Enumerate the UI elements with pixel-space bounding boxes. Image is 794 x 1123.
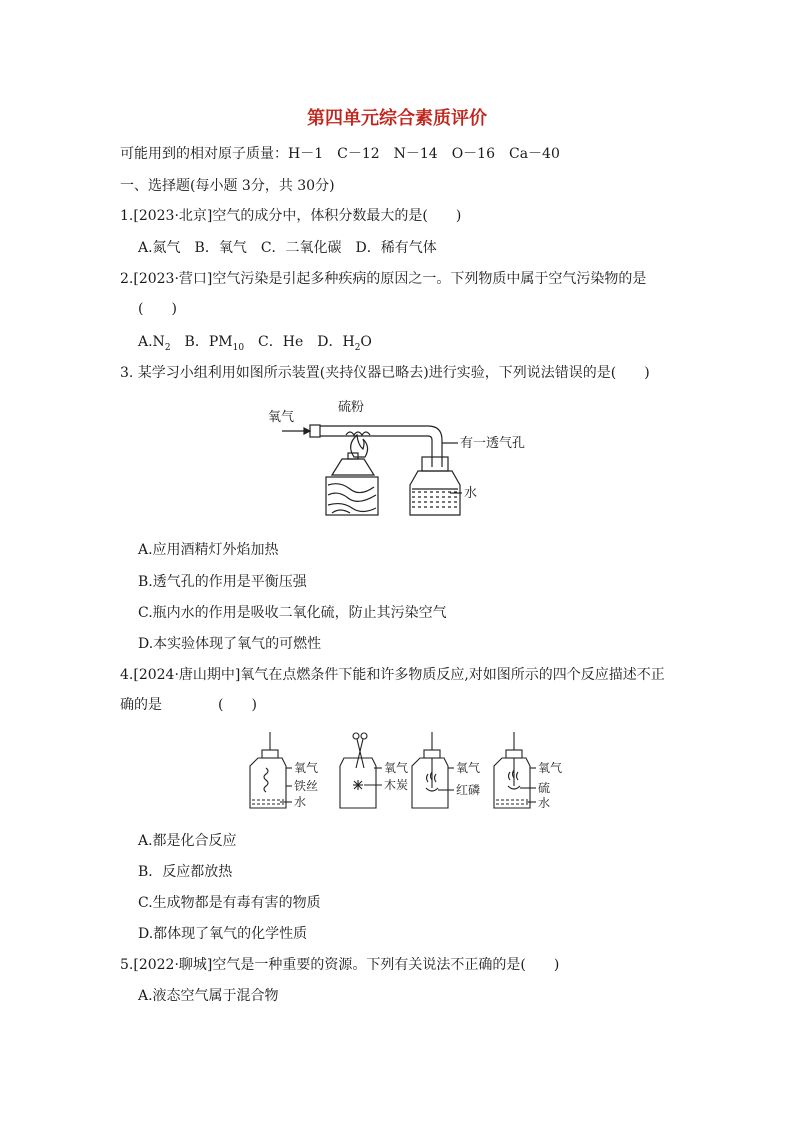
- question-1-options: A.氮气 B．氧气 C．二氧化碳 D．稀有气体: [138, 240, 437, 256]
- question-2-paren: ( ): [138, 301, 177, 317]
- label-water: 水: [464, 486, 478, 501]
- b3-phosphorus: 红磷: [456, 783, 481, 797]
- question-4-option-d: D.都体现了氧气的化学性质: [138, 926, 308, 942]
- question-2-options: $A.N_2$ B．$PM_{10}$ C．He D．$H_2O$: [138, 334, 372, 353]
- label-oxygen: 氧气: [268, 410, 295, 425]
- question-4-option-b: B．反应都放热: [138, 864, 233, 880]
- question-3-option-a: A.应用酒精灯外焰加热: [138, 542, 279, 558]
- question-5-stem: 5.[2022·聊城]空气是一种重要的资源。下列有关说法不正确的是( ): [120, 957, 560, 973]
- question-3-stem: 3. 某学习小组利用如图所示装置(夹持仪器已略去)进行实验，下列说法错误的是( ): [120, 365, 650, 381]
- b4-sulfur: 硫: [538, 781, 551, 795]
- question-4-option-c: C.生成物都是有毒有害的物质: [138, 895, 321, 911]
- b3-oxygen: 氧气: [456, 761, 481, 775]
- b1-oxygen: 氧气: [294, 761, 319, 775]
- question-1-stem: 1.[2023·北京]空气的成分中，体积分数最大的是( ): [120, 208, 462, 224]
- four-reactions-figure: [240, 728, 580, 814]
- option-c-d: C．He D．H: [244, 334, 355, 350]
- question-3-option-c: C.瓶内水的作用是吸收二氧化硫，防止其污染空气: [138, 605, 447, 621]
- section-heading: 一、选择题(每小题 3分，共 30分): [120, 178, 335, 194]
- b2-charcoal: 木炭: [384, 778, 409, 792]
- b1-water: 水: [294, 795, 307, 809]
- question-4-stem-cont: 确的是 ( ): [120, 697, 257, 713]
- atomic-masses: 可能用到的相对原子质量：H－1 C－12 N－14 O－16 Ca－40: [120, 146, 560, 162]
- b4-water: 水: [538, 796, 551, 810]
- label-sulfur: 硫粉: [338, 400, 365, 415]
- question-4-option-a: A.都是化合反应: [138, 833, 237, 849]
- question-5-option-a: A.液态空气属于混合物: [138, 988, 279, 1004]
- question-2-stem: 2.[2023·营口]空气污染是引起多种疾病的原因之一。下列物质中属于空气污染物的是: [120, 271, 647, 287]
- b2-oxygen: 氧气: [384, 761, 409, 775]
- b4-oxygen: 氧气: [538, 761, 563, 775]
- option-b: B．PM: [170, 334, 233, 350]
- b1-iron: 铁丝: [294, 779, 319, 793]
- option-a: A.N: [138, 334, 165, 350]
- question-3-option-b: B.透气孔的作用是平衡压强: [138, 574, 307, 590]
- page-title: 第四单元综合素质评价: [307, 108, 487, 129]
- sulfur-combustion-apparatus: [262, 395, 542, 519]
- question-4-stem: 4.[2024·唐山期中]氧气在点燃条件下能和许多物质反应,对如图所示的四个反应描述不正: [120, 667, 665, 683]
- question-3-option-d: D.本实验体现了氧气的可燃性: [138, 636, 322, 652]
- label-vent: 有一透气孔: [460, 436, 526, 451]
